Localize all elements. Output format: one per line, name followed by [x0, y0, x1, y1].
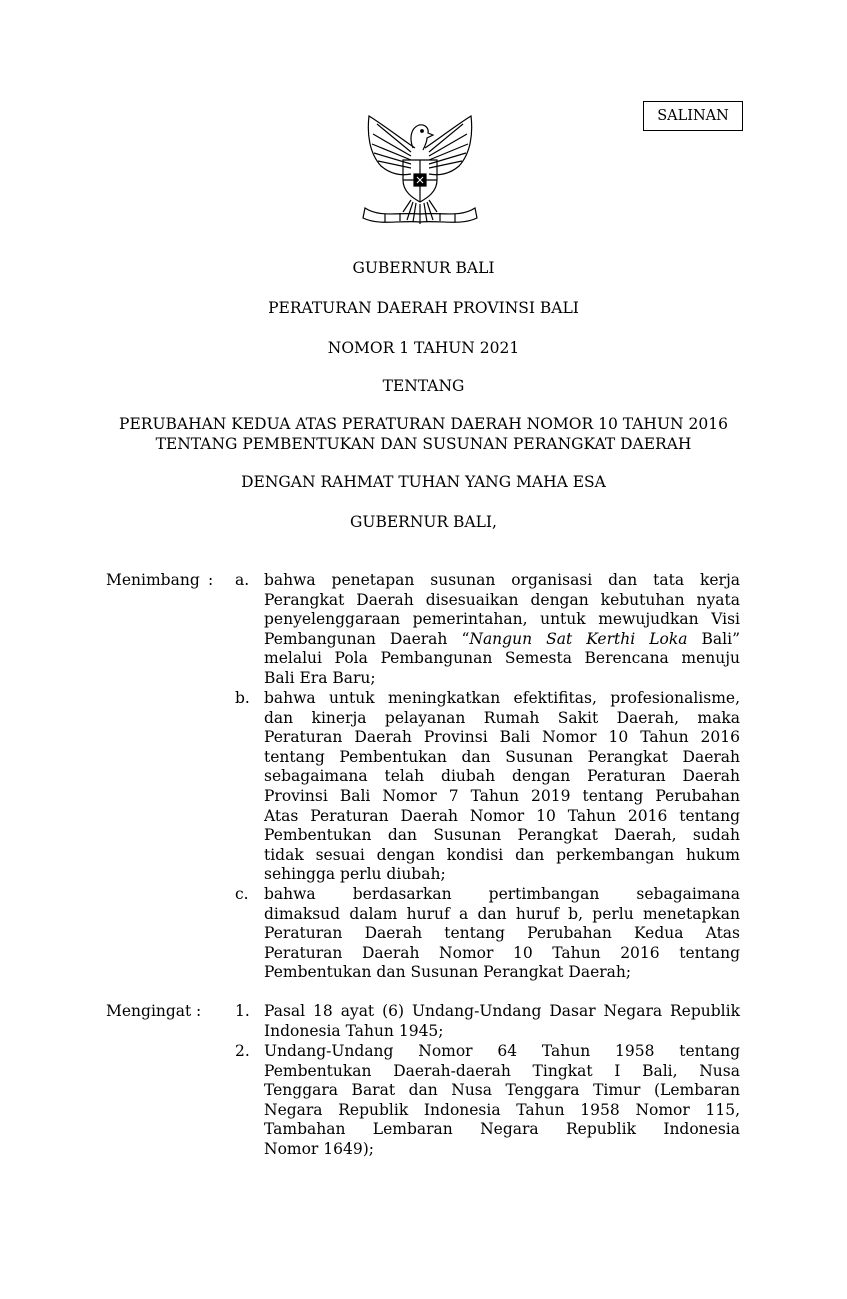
text-line: tentang Pembentukan dan Susunan Perangkat Daerah — [264, 747, 740, 766]
invocation: DENGAN RAHMAT TUHAN YANG MAHA ESA — [241, 473, 606, 491]
menimbang-item-a — [264, 571, 740, 689]
text-line: bahwa untuk meningkatkan efektifitas, profesionalisme, — [264, 689, 740, 707]
mengingat-item-2 — [264, 1042, 740, 1160]
text-line: Tenggara Barat dan Nusa Tenggara Timur (Lembaran — [264, 1081, 740, 1100]
text-line: Negara Republik Indonesia Tahun 1958 Nomor 115, — [264, 1100, 740, 1119]
text-line: tidak sesuai dengan kondisi dan perkembangan hukum — [264, 845, 740, 864]
menimbang-item-b — [264, 689, 740, 885]
text-line: Pembentukan dan Susunan Perangkat Daerah, sudah — [264, 826, 740, 845]
regulation-number: NOMOR 1 TAHUN 2021 — [327, 339, 520, 357]
text-line: bahwa berdasarkan pertimbangan sebagaimana — [264, 885, 740, 903]
text-line: penyelenggaraan pemerintahan, untuk mewujudkan Visi — [264, 610, 740, 629]
text-line: bahwa penetapan susunan organisasi dan tata kerja — [264, 571, 740, 589]
text-line: melalui Pola Pembangunan Semesta Berencana menuju — [264, 649, 740, 668]
governor-heading: GUBERNUR BALI, — [350, 513, 497, 531]
mengingat-item-2-marker: 2. — [235, 1042, 250, 1060]
menimbang-item-b-marker: b. — [235, 689, 250, 707]
text-line: Undang-Undang Nomor 64 Tahun 1958 tentang — [264, 1042, 740, 1060]
text-line: Nomor 1649); — [264, 1139, 374, 1158]
text-line: Indonesia Tahun 1945; — [264, 1021, 444, 1040]
text-line-with-italic — [264, 630, 740, 650]
issuer-heading: GUBERNUR BALI — [352, 259, 495, 277]
mengingat-item-1-marker: 1. — [235, 1002, 250, 1020]
italic-phrase: Nangun Sat Kerthi Loka — [469, 629, 688, 648]
text-line: Peraturan Daerah Provinsi Bali Nomor 10 Tahun 2016 — [264, 728, 740, 747]
text-line: sebagaimana telah diubah dengan Peraturan Daerah — [264, 767, 740, 786]
menimbang-item-c — [264, 885, 740, 983]
text-line: Atas Peraturan Daerah Nomor 10 Tahun 2016 tentang — [264, 806, 740, 825]
text-line: Pembentukan dan Susunan Perangkat Daerah; — [264, 963, 632, 982]
text-segment: Bali” — [687, 629, 740, 648]
text-line: Pasal 18 ayat (6) Undang-Undang Dasar Negara Republik — [264, 1002, 740, 1020]
text-line: Peraturan Daerah tentang Perubahan Kedua Atas — [264, 924, 740, 943]
text-segment: Pembangunan Daerah “ — [264, 629, 470, 648]
text-line: Bali Era Baru; — [264, 668, 376, 687]
text-line: Provinsi Bali Nomor 7 Tahun 2019 tentang Perubahan — [264, 786, 740, 805]
text-line: dan kinerja pelayanan Rumah Sakit Daerah, maka — [264, 708, 740, 727]
menimbang-label: Menimbang — [106, 571, 200, 589]
garuda-emblem-icon — [355, 108, 485, 238]
menimbang-item-a-marker: a. — [235, 571, 250, 589]
tentang-heading: TENTANG — [382, 377, 465, 395]
mengingat-label: Mengingat — [106, 1002, 192, 1020]
regulation-type: PERATURAN DAERAH PROVINSI BALI — [268, 299, 579, 317]
text-line: Perangkat Daerah disesuaikan dengan kebutuhan nyata — [264, 590, 740, 609]
text-line: dimaksud dalam huruf a dan huruf b, perlu menetapkan — [264, 904, 740, 923]
menimbang-colon: : — [208, 571, 214, 589]
text-line: Pembentukan Daerah-daerah Tingkat I Bali, Nusa — [264, 1061, 740, 1080]
text-line: Tambahan Lembaran Negara Republik Indonesia — [264, 1120, 740, 1139]
text-line: sehingga perlu diubah; — [264, 865, 446, 884]
regulation-title-line-1: PERUBAHAN KEDUA ATAS PERATURAN DAERAH NOMOR 10 TAHUN 2016 — [119, 415, 728, 433]
regulation-title-line-2: TENTANG PEMBENTUKAN DAN SUSUNAN PERANGKAT DAERAH — [155, 435, 692, 453]
salinan-stamp: SALINAN — [643, 101, 743, 131]
mengingat-item-1 — [264, 1002, 740, 1041]
text-line: Peraturan Daerah Nomor 10 Tahun 2016 tentang — [264, 943, 740, 962]
menimbang-item-c-marker: c. — [235, 885, 249, 903]
mengingat-colon: : — [196, 1002, 202, 1020]
